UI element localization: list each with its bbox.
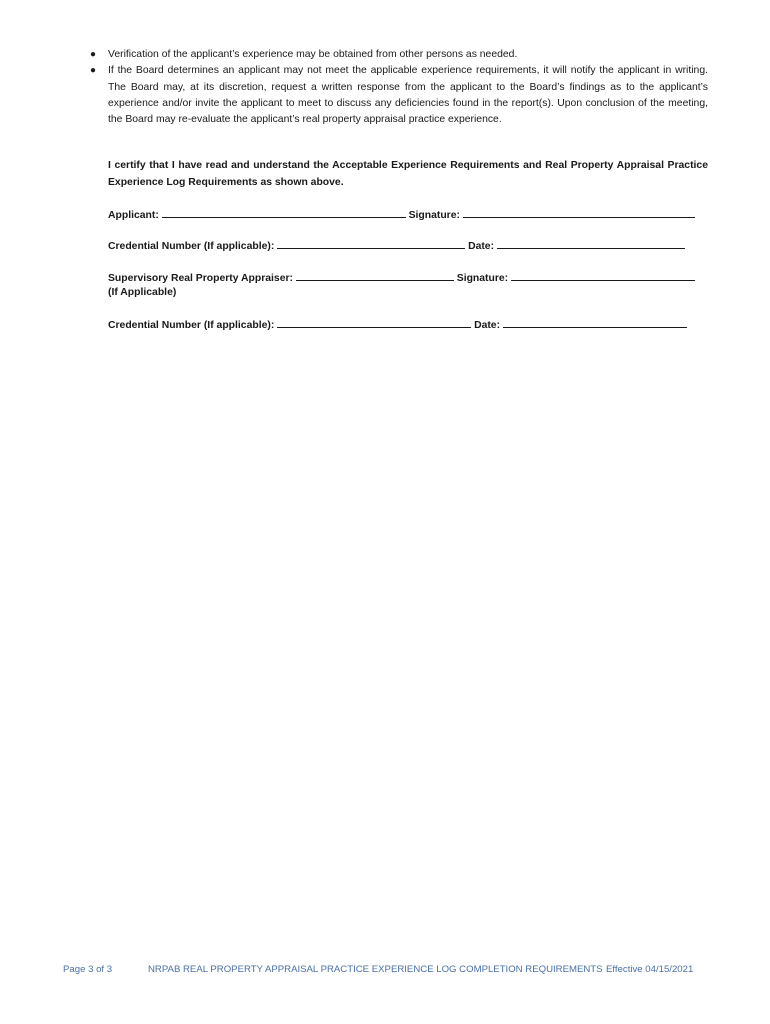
supervisor-date-field[interactable] — [503, 316, 687, 328]
list-item — [88, 63, 708, 128]
bullet-text: If the Board determines an applicant may not meet the applicable experience requirements, it will notify the applicant in writing. The Board may, at its discretion, request a written response from the applicant to the Board’s findings as to the applicant’s experience and/or invite the applicant to meet to discuss any deficiencies found in the report(s). Upon conclusion of the meeting, the Board may re-evaluate the applicant’s real property appraisal practice experience. — [108, 65, 708, 126]
applicant-signature-field[interactable] — [463, 206, 695, 218]
supervisor-credential-label: Credential Number (If applicable): — [108, 320, 275, 331]
date-field[interactable] — [497, 237, 685, 249]
supervisor-note-row — [108, 285, 728, 301]
supervisor-note: (If Applicable) — [108, 287, 177, 298]
credential-row — [108, 237, 728, 255]
bullet-icon: ● — [90, 65, 97, 77]
supervisor-date-label: Date: — [474, 320, 501, 331]
footer-page-number: Page 3 of 3 — [63, 964, 113, 975]
supervisor-credential-row — [108, 316, 728, 334]
applicant-name-field[interactable] — [162, 206, 406, 218]
bullet-list — [88, 47, 708, 128]
footer-effective-date: Effective 04/15/2021 — [606, 964, 694, 975]
list-item — [88, 47, 708, 63]
bullet-icon: ● — [90, 49, 97, 60]
supervisor-signature-label: Signature: — [456, 273, 509, 284]
signature-label: Signature: — [408, 210, 460, 221]
supervisor-name-field[interactable] — [296, 269, 454, 281]
applicant-label: Applicant: — [108, 210, 159, 221]
date-label: Date: — [468, 241, 495, 252]
certification-statement: I certify that I have read and understand the Acceptable Experience Requirements and Real Property Appraisal Practice Experience Log Requirements as shown above. — [108, 160, 708, 188]
credential-number-field[interactable] — [277, 237, 465, 249]
applicant-row — [108, 206, 728, 224]
bullet-text: Verification of the applicant’s experience may be obtained from other persons as needed. — [108, 49, 518, 60]
credential-label: Credential Number (If applicable): — [108, 241, 275, 252]
supervisor-signature-field[interactable] — [511, 269, 695, 281]
supervisor-credential-field[interactable] — [277, 316, 471, 328]
footer-title: NRPAB REAL PROPERTY APPRAISAL PRACTICE EXPERIENCE LOG COMPLETION REQUIREMENTS — [148, 964, 603, 975]
supervisor-label: Supervisory Real Property Appraiser: — [108, 273, 293, 284]
